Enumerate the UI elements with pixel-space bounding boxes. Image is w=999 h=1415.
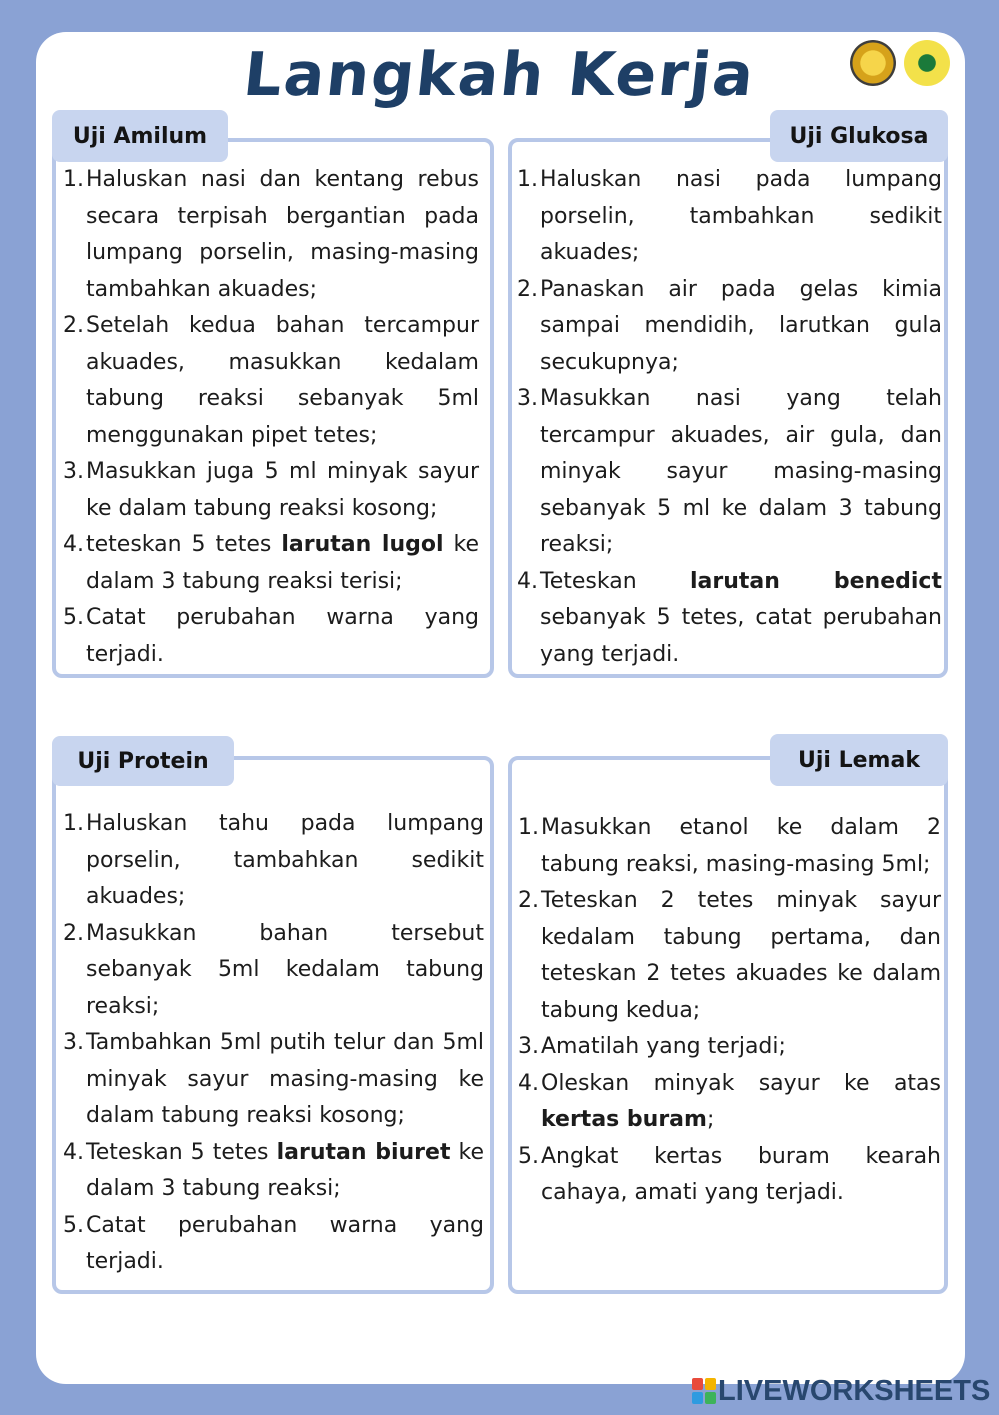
step-number: 2. [63, 313, 84, 338]
step-number: 1. [517, 167, 538, 192]
step-item [512, 381, 942, 564]
steps-uji-amilum [58, 162, 479, 673]
step-item [58, 1135, 484, 1208]
step-text: Catat perubahan warna yang terjadi. [86, 1212, 484, 1274]
tab-uji-glukosa: Uji Glukosa [770, 110, 948, 162]
step-number: 1. [518, 815, 539, 840]
steps-uji-lemak [513, 810, 941, 1212]
step-text: Teteskan 5 tetes [86, 1139, 277, 1165]
step-number: 5. [518, 1143, 539, 1169]
step-number: 4. [518, 1070, 539, 1096]
steps-uji-protein [58, 806, 484, 1281]
step-text: Catat perubahan warna yang terjadi. [86, 605, 479, 667]
step-item [58, 806, 484, 916]
step-item [58, 600, 479, 673]
step-text: Haluskan tahu pada lumpang porselin, tambahkan sedikit akuades; [86, 811, 484, 909]
step-highlight: larutan lugol [281, 532, 444, 557]
step-number: 4. [517, 568, 538, 594]
step-number: 1. [63, 811, 84, 836]
step-highlight: larutan benedict [689, 568, 942, 594]
step-number: 3. [63, 1030, 84, 1055]
university-logo-icon [850, 40, 896, 86]
step-text: Masukkan etanol ke dalam 2 tabung reaksi, masing-masing 5ml; [541, 815, 941, 877]
step-text-end: ke dalam 3 tabung reaksi; [86, 1139, 485, 1201]
liveworksheets-icon [692, 1378, 716, 1404]
step-item [58, 527, 479, 600]
step-number: 5. [63, 605, 84, 630]
step-number: 2. [518, 888, 539, 913]
step-text: Oleskan minyak sayur ke atas [541, 1070, 941, 1096]
step-number: 3. [63, 459, 84, 484]
step-text: Teteskan [540, 568, 690, 594]
step-item [513, 810, 941, 883]
step-text: Setelah kedua bahan tercampur akuades, masukkan kedalam tabung reaksi sebanyak 5ml menggunakan pipet tetes; [86, 313, 479, 448]
step-item [58, 1208, 484, 1281]
step-highlight: kertas buram [541, 1107, 707, 1132]
step-item [513, 1066, 941, 1139]
step-number: 5. [63, 1212, 84, 1238]
page-title: Langkah Kerja [240, 40, 759, 110]
tab-uji-lemak: Uji Lemak [770, 734, 948, 786]
faculty-logo-icon [904, 40, 950, 86]
liveworksheets-logo[interactable] [692, 1374, 990, 1408]
footer-brand: LIVEWORKSHEETS [718, 1374, 991, 1407]
step-text: Masukkan bahan tersebut sebanyak 5ml kedalam tabung reaksi; [86, 920, 484, 1019]
tab-uji-protein: Uji Protein [52, 736, 234, 786]
step-item [513, 883, 941, 1029]
step-item [58, 162, 479, 308]
step-text-end: ke dalam 3 tabung reaksi terisi; [86, 532, 479, 594]
step-text-end: sebanyak 5 tetes, catat perubahan yang terjadi. [540, 605, 942, 667]
step-text: Masukkan nasi yang telah tercampur akuades, air gula, dan minyak sayur masing-masing sebanyak 5 ml ke dalam 3 tabung reaksi; [540, 386, 942, 557]
step-text: Angkat kertas buram kearah cahaya, amati yang terjadi. [541, 1143, 941, 1205]
step-item [512, 564, 942, 674]
step-text: Haluskan nasi pada lumpang porselin, tambahkan sedikit akuades; [540, 167, 942, 265]
step-number: 4. [63, 532, 84, 557]
step-item [58, 1025, 484, 1135]
step-item [513, 1139, 941, 1212]
step-highlight: larutan biuret [276, 1139, 451, 1165]
step-item [58, 916, 484, 1026]
tab-uji-amilum: Uji Amilum [52, 110, 228, 162]
step-text: Panaskan air pada gelas kimia sampai mendidih, larutkan gula secukupnya; [540, 276, 942, 375]
step-number: 1. [63, 167, 84, 192]
step-text: Tambahkan 5ml putih telur dan 5ml minyak sayur masing-masing ke dalam tabung reaksi kosong; [86, 1030, 484, 1128]
step-number: 2. [517, 276, 538, 302]
step-item [512, 272, 942, 382]
step-text-end: ; [706, 1107, 715, 1132]
step-item [58, 454, 479, 527]
step-text: Haluskan nasi dan kentang rebus secara terpisah bergantian pada lumpang porselin, masing-masing tambahkan akuades; [86, 167, 479, 302]
step-number: 3. [517, 386, 538, 411]
step-item [512, 162, 942, 272]
step-text: Amatilah yang terjadi; [541, 1034, 786, 1059]
step-text: teteskan 5 tetes [86, 532, 282, 557]
step-text: Teteskan 2 tetes minyak sayur kedalam tabung pertama, dan teteskan 2 tetes akuades ke dalam tabung kedua; [541, 888, 941, 1023]
steps-uji-glukosa [512, 162, 942, 673]
step-text: Masukkan juga 5 ml minyak sayur ke dalam tabung reaksi kosong; [86, 459, 479, 521]
step-number: 4. [63, 1139, 84, 1165]
step-number: 3. [518, 1034, 539, 1059]
step-item [513, 1029, 941, 1066]
step-number: 2. [63, 920, 84, 946]
step-item [58, 308, 479, 454]
